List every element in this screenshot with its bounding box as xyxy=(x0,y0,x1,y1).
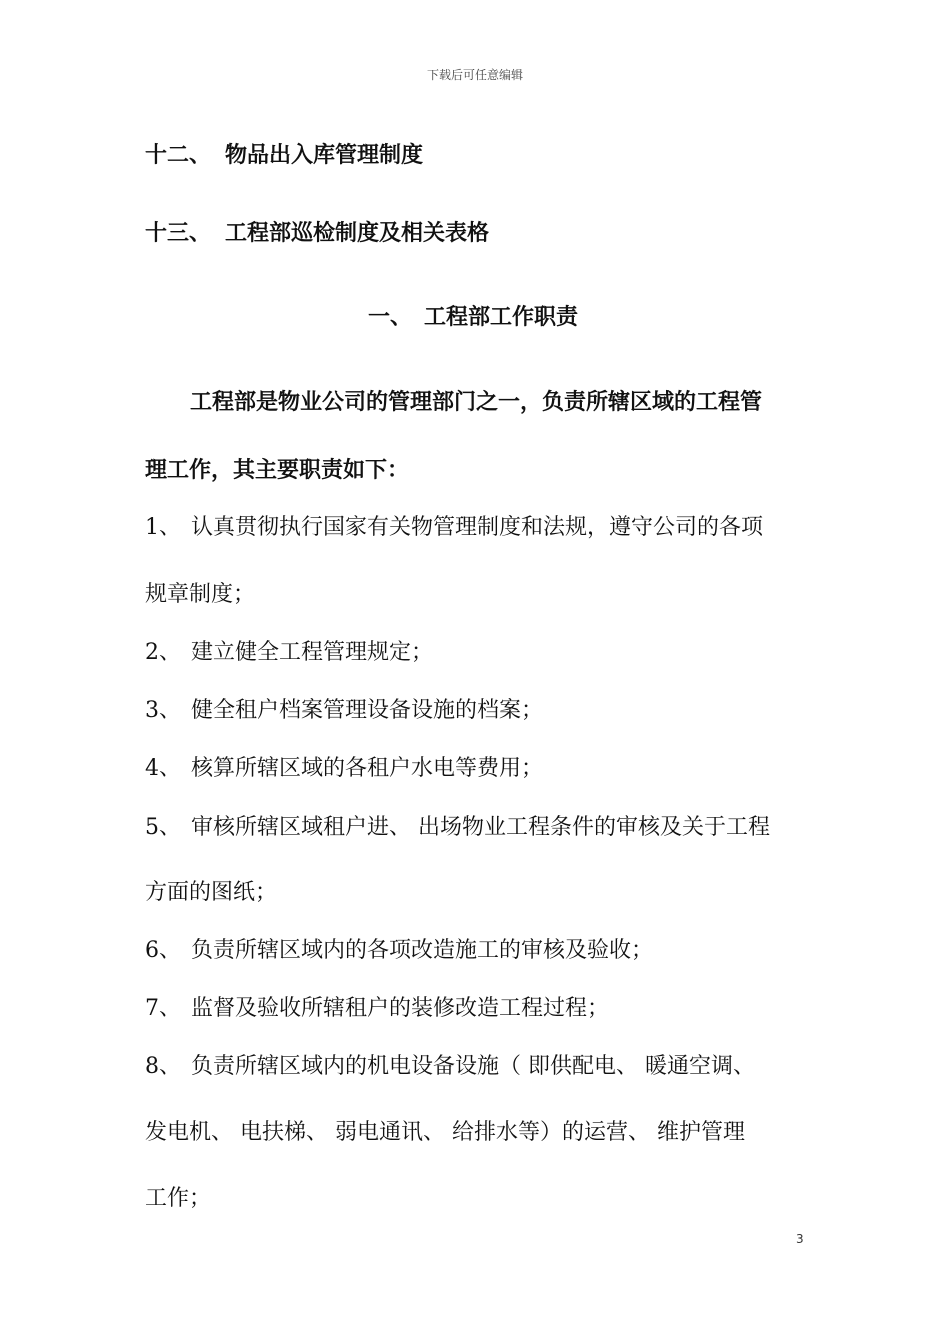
toc-item-number: 十二、 xyxy=(145,143,212,168)
list-item-3 xyxy=(145,693,543,724)
toc-item-number: 十三、 xyxy=(145,221,212,246)
list-item-text: 负责所辖区域内的机电设备设施（ 即供配电、 暖通空调、 xyxy=(191,1054,755,1079)
list-item-number: 3、 xyxy=(145,698,181,723)
section-title: 工程部工作职责 xyxy=(424,305,579,330)
list-item-5 xyxy=(145,810,770,841)
list-item-number: 1、 xyxy=(145,515,181,540)
list-item-number: 2、 xyxy=(145,640,181,665)
toc-item-text: 物品出入库管理制度 xyxy=(225,143,424,168)
list-item-6 xyxy=(145,933,653,964)
toc-item-13 xyxy=(145,216,489,247)
list-item-number: 7、 xyxy=(145,996,181,1021)
list-item-number: 5、 xyxy=(145,815,181,840)
list-item-text: 认真贯彻执行国家有关物管理制度和法规，遵守公司的各项 xyxy=(191,515,764,540)
list-item-7 xyxy=(145,991,609,1022)
list-item-8-continuation: 工作； xyxy=(145,1186,212,1211)
list-item-8 xyxy=(145,1049,755,1080)
page-number: 3 xyxy=(796,1232,804,1246)
list-item-5-continuation: 方面的图纸； xyxy=(145,880,278,905)
list-item-text: 核算所辖区域的各租户水电等费用； xyxy=(191,756,544,781)
list-item-1-continuation: 规章制度； xyxy=(145,582,256,607)
list-item-4 xyxy=(145,751,543,782)
list-item-number: 4、 xyxy=(145,756,181,781)
toc-item-text: 工程部巡检制度及相关表格 xyxy=(225,221,490,246)
list-item-text: 负责所辖区域内的各项改造施工的审核及验收； xyxy=(191,938,654,963)
intro-line-1: 工程部是物业公司的管理部门之一，负责所辖区域的工程管 xyxy=(190,390,763,415)
list-item-8-continuation: 发电机、 电扶梯、 弱电通讯、 给排水等）的运营、 维护管理 xyxy=(145,1120,745,1145)
list-item-text: 审核所辖区域租户进、 出场物业工程条件的审核及关于工程 xyxy=(191,815,770,840)
list-item-number: 8、 xyxy=(145,1054,181,1079)
toc-item-12 xyxy=(145,138,423,169)
intro-line-2: 理工作，其主要职责如下： xyxy=(145,458,410,483)
list-item-text: 健全租户档案管理设备设施的档案； xyxy=(191,698,544,723)
page-header: 下载后可任意编辑 xyxy=(426,68,523,82)
list-item-text: 监督及验收所辖租户的装修改造工程过程； xyxy=(191,996,610,1021)
section-number: 一、 xyxy=(368,305,413,330)
list-item-1 xyxy=(145,510,763,541)
list-item-text: 建立健全工程管理规定； xyxy=(191,640,434,665)
list-item-2 xyxy=(145,635,433,666)
list-item-number: 6、 xyxy=(145,938,181,963)
section-heading xyxy=(368,300,578,331)
